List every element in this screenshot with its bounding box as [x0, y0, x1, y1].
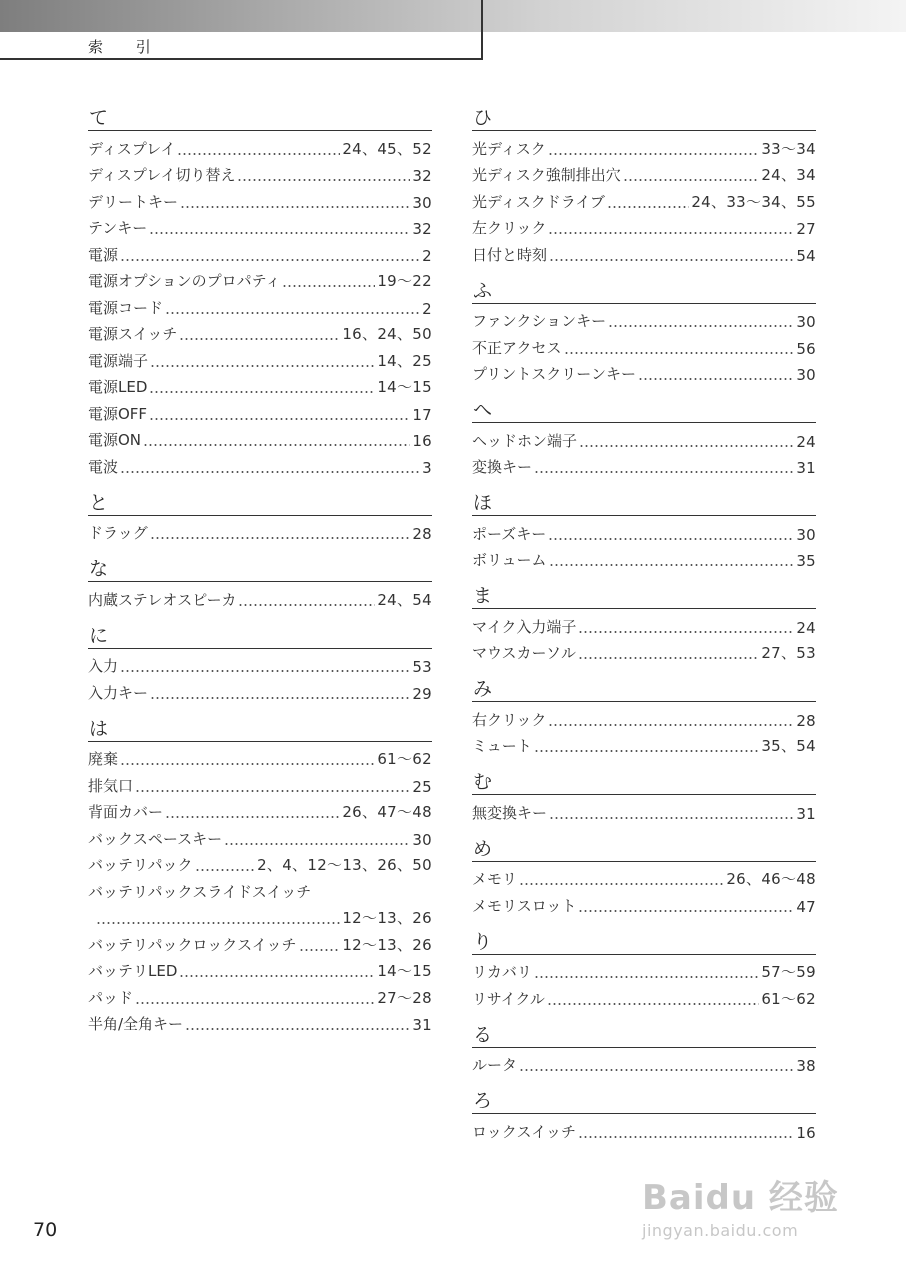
section-heading: り: [472, 930, 816, 955]
dot-leader: [578, 657, 759, 659]
entry-term: バッテリLED: [88, 962, 178, 980]
index-entry: [88, 849, 432, 876]
index-entry: [472, 358, 816, 385]
entry-term: プリントスクリーンキー: [472, 365, 636, 383]
dot-leader: [299, 949, 341, 951]
entry-term: 半角/全角キー: [88, 1015, 184, 1033]
entry-pages: 27: [796, 220, 816, 238]
entry-term: 電源OFF: [88, 404, 148, 423]
index-entry: [472, 610, 816, 637]
entry-term: 背面カバー: [88, 803, 164, 821]
entry-term: 左クリック: [472, 219, 547, 237]
dot-leader: [519, 1069, 794, 1071]
index-entry: [88, 676, 432, 703]
entry-pages: 2: [422, 299, 432, 318]
index-entry: [88, 875, 432, 902]
index-entry: [472, 730, 816, 757]
dot-leader: [177, 153, 340, 155]
dot-leader: [150, 537, 411, 539]
entry-term: マウスカーソル: [472, 644, 576, 662]
header-divider: [481, 0, 483, 32]
index-entry: [472, 1115, 816, 1142]
entry-pages: 25: [412, 777, 432, 796]
index-section: [472, 1023, 816, 1076]
entry-term: メモリスロット: [472, 896, 577, 915]
entry-pages: 38: [796, 1057, 816, 1075]
entry-pages: 33〜34: [761, 139, 816, 158]
entry-pages: 24: [796, 618, 816, 637]
index-entry: [472, 1049, 816, 1076]
section-heading: ほ: [472, 491, 816, 516]
entry-pages: 16: [796, 1123, 816, 1142]
entry-term: ポーズキー: [472, 524, 547, 543]
index-entry: [88, 212, 432, 239]
entry-term: 光ディスクドライブ: [472, 192, 605, 211]
entry-term: 廃棄: [88, 750, 119, 768]
index-section: [472, 584, 816, 663]
index-section: [472, 677, 816, 756]
index-entry: [472, 956, 816, 983]
entry-pages: 35、54: [761, 737, 816, 755]
entry-pages: 26、46〜48: [726, 870, 816, 888]
index-section: [472, 398, 816, 477]
entry-term: 電源オプションのプロパティ: [88, 272, 281, 290]
entry-term: 電源LED: [88, 378, 148, 396]
entry-term: ディスプレイ切り替え: [88, 166, 236, 184]
entry-term: デリートキー: [88, 192, 179, 211]
entry-term: 無変換キー: [472, 803, 548, 822]
entry-pages: 31: [796, 804, 816, 823]
dot-leader: [224, 843, 410, 845]
index-entry: [472, 212, 816, 239]
dot-leader: [237, 179, 410, 181]
section-heading: は: [88, 717, 432, 742]
dot-leader: [135, 1002, 375, 1004]
dot-leader: [120, 259, 420, 261]
index-section: [472, 837, 816, 916]
entry-term: 電源スイッチ: [88, 325, 178, 343]
entry-pages: 24、34: [761, 166, 816, 184]
entry-term: 内蔵ステレオスピーカ: [88, 590, 237, 609]
dot-leader: [548, 724, 794, 726]
entry-pages: 29: [412, 684, 432, 703]
index-section: [472, 106, 816, 265]
index-column-right: [472, 106, 816, 1156]
dot-leader: [179, 338, 340, 340]
index-entry: [472, 544, 816, 571]
entry-term: ディスプレイ: [88, 139, 176, 158]
entry-term: 光ディスク: [472, 139, 546, 158]
entry-pages: 16: [412, 432, 432, 450]
index-entry: [472, 796, 816, 823]
index-entry: [472, 238, 816, 265]
index-entry: [88, 955, 432, 982]
section-heading: て: [88, 106, 432, 131]
index-section: [88, 491, 432, 544]
entry-term: ドラッグ: [88, 524, 148, 542]
index-section: [88, 624, 432, 703]
entry-pages: 30: [412, 830, 432, 849]
dot-leader: [607, 206, 689, 208]
index-section: [472, 930, 816, 1009]
entry-pages: 35: [796, 552, 816, 570]
index-entry: [472, 132, 816, 159]
index-section: [472, 1089, 816, 1142]
entry-pages: 2、4、12〜13、26、50: [257, 856, 432, 874]
entry-pages: 28: [796, 711, 816, 730]
dot-leader: [165, 816, 340, 818]
dot-leader: [548, 538, 794, 540]
entry-term: リカバリ: [472, 963, 532, 981]
index-entry: [88, 650, 432, 677]
entry-pages: 31: [412, 1016, 432, 1034]
index-entry: [88, 397, 432, 424]
dot-leader: [549, 817, 794, 819]
index-entry: [88, 238, 432, 265]
dot-leader: [135, 790, 410, 792]
entry-pages: 27、53: [761, 644, 816, 662]
dot-leader: [120, 471, 420, 473]
entry-term: バッテリパックスライドスイッチ: [88, 882, 312, 901]
dot-leader: [534, 471, 794, 473]
index-entry: [88, 981, 432, 1008]
dot-leader: [564, 352, 795, 354]
index-column-left: [88, 106, 432, 1048]
index-section: [88, 106, 432, 477]
dot-leader: [547, 1003, 759, 1005]
dot-leader: [238, 604, 375, 606]
dot-leader: [180, 206, 410, 208]
page-number: 70: [33, 1219, 58, 1241]
dot-leader: [179, 975, 375, 977]
dot-leader: [282, 285, 375, 287]
dot-leader: [149, 418, 410, 420]
entry-term: バッテリパックロックスイッチ: [88, 935, 297, 954]
index-entry: [88, 822, 432, 849]
entry-pages: 61〜62: [377, 750, 432, 768]
index-entry: [88, 583, 432, 610]
watermark-url: jingyan.baidu.com: [642, 1221, 799, 1240]
dot-leader: [548, 232, 794, 234]
dot-leader: [549, 564, 795, 566]
dot-leader: [195, 869, 256, 871]
section-heading: る: [472, 1023, 816, 1048]
index-entry: [472, 159, 816, 186]
entry-term: 入力キー: [88, 683, 149, 702]
entry-term: ボリューム: [472, 551, 547, 569]
dot-leader: [578, 631, 794, 633]
entry-pages: 14〜15: [377, 962, 432, 980]
section-heading: め: [472, 837, 816, 862]
entry-pages: 57〜59: [761, 963, 816, 981]
entry-pages: 30: [412, 193, 432, 212]
entry-term: 電源端子: [88, 351, 149, 370]
entry-term: バックスペースキー: [88, 829, 223, 848]
entry-pages: 54: [796, 246, 816, 265]
section-label: 索 引: [88, 38, 165, 56]
entry-pages: 2: [422, 246, 432, 265]
dot-leader: [150, 365, 375, 367]
dot-leader: [185, 1028, 410, 1030]
entry-term: 電源コード: [88, 298, 164, 317]
entry-pages: 30: [796, 313, 816, 331]
entry-term: 電源ON: [88, 431, 142, 449]
section-heading: ろ: [472, 1089, 816, 1114]
dot-leader: [548, 153, 760, 155]
index-entry: [88, 159, 432, 186]
dot-leader: [579, 445, 794, 447]
index-entry: [472, 982, 816, 1009]
entry-pages: 14、25: [377, 351, 432, 370]
entry-term: 光ディスク強制排出穴: [472, 166, 621, 184]
dot-leader: [143, 444, 410, 446]
index-entry: [88, 424, 432, 451]
entry-pages: 26、47〜48: [342, 803, 432, 821]
index-entry: [472, 424, 816, 451]
dot-leader: [534, 976, 759, 978]
index-entry: [88, 902, 432, 929]
index-entry: [88, 743, 432, 770]
entry-pages: 17: [412, 405, 432, 424]
section-heading: み: [472, 677, 816, 702]
entry-pages: 53: [412, 658, 432, 676]
entry-term: 電波: [88, 457, 119, 476]
entry-pages: 32: [412, 220, 432, 238]
entry-pages: 16、24、50: [342, 325, 432, 343]
index-entry: [88, 450, 432, 477]
entry-pages: 27〜28: [377, 988, 432, 1007]
entry-term: ミュート: [472, 737, 532, 755]
entry-pages: 30: [796, 525, 816, 544]
entry-term: 日付と時刻: [472, 245, 548, 264]
index-entry: [88, 291, 432, 318]
index-entry: [88, 132, 432, 159]
index-entry: [472, 451, 816, 478]
entry-pages: 47: [796, 897, 816, 916]
index-section: [88, 557, 432, 610]
header-gradient-bar: [0, 0, 906, 32]
index-entry: [88, 796, 432, 823]
section-heading: む: [472, 770, 816, 795]
entry-term: バッテリパック: [88, 856, 193, 874]
section-heading: ま: [472, 584, 816, 609]
entry-pages: 30: [796, 366, 816, 384]
entry-term: 入力: [88, 657, 119, 675]
entry-pages: 32: [412, 167, 432, 185]
index-entry: [472, 703, 816, 730]
index-entry: [88, 344, 432, 371]
section-heading: に: [88, 624, 432, 649]
watermark: [642, 1170, 882, 1240]
entry-term: ルータ: [472, 1056, 518, 1074]
entry-pages: 19〜22: [377, 272, 432, 290]
dot-leader: [519, 883, 724, 885]
entry-term: テンキー: [88, 219, 148, 237]
index-entry: [472, 517, 816, 544]
dot-leader: [578, 910, 794, 912]
entry-term: 不正アクセス: [472, 338, 562, 357]
entry-term: メモリ: [472, 870, 518, 888]
index-entry: [472, 185, 816, 212]
index-entry: [472, 889, 816, 916]
entry-term: リサイクル: [472, 989, 545, 1008]
dot-leader: [120, 763, 375, 765]
index-entry: [88, 1008, 432, 1035]
index-section: [472, 491, 816, 570]
entry-pages: 24、45、52: [342, 139, 432, 158]
entry-term: 電源: [88, 245, 119, 264]
entry-term: ファンクションキー: [472, 312, 607, 330]
index-entry: [88, 928, 432, 955]
entry-pages: 56: [796, 339, 816, 358]
section-heading: な: [88, 557, 432, 582]
index-entry: [472, 637, 816, 664]
dot-leader: [578, 1136, 794, 1138]
index-entry: [88, 318, 432, 345]
entry-term: パッド: [88, 988, 134, 1007]
entry-pages: 14〜15: [377, 378, 432, 396]
entry-term: 変換キー: [472, 458, 533, 476]
entry-pages: 12〜13、26: [342, 935, 432, 954]
entry-pages: 24: [796, 432, 816, 451]
entry-term: ヘッドホン端子: [472, 431, 578, 450]
section-heading: ひ: [472, 106, 816, 131]
index-section: [472, 770, 816, 823]
entry-pages: 61〜62: [761, 989, 816, 1008]
entry-pages: 28: [412, 525, 432, 543]
dot-leader: [150, 697, 410, 699]
index-entry: [88, 517, 432, 544]
index-entry: [88, 371, 432, 398]
index-entry: [88, 769, 432, 796]
index-entry: [472, 305, 816, 332]
dot-leader: [165, 312, 420, 314]
dot-leader: [534, 750, 760, 752]
entry-pages: 12〜13、26: [342, 909, 432, 927]
section-heading: と: [88, 491, 432, 516]
index-entry: [88, 185, 432, 212]
entry-term: ロックスイッチ: [472, 1122, 576, 1141]
entry-term: 排気口: [88, 776, 134, 795]
index-section: [88, 717, 432, 1035]
dot-leader: [638, 378, 794, 380]
dot-leader: [96, 922, 340, 924]
dot-leader: [623, 179, 760, 181]
entry-term: 右クリック: [472, 710, 547, 729]
entry-term: マイク入力端子: [472, 617, 577, 636]
entry-pages: 3: [422, 458, 432, 477]
header-tab: [0, 32, 483, 60]
dot-leader: [120, 670, 410, 672]
dot-leader: [549, 259, 794, 261]
section-heading: へ: [472, 398, 816, 423]
watermark-logo: Baidu 经验: [642, 1178, 839, 1218]
index-section: [472, 279, 816, 385]
index-entry: [472, 863, 816, 890]
index-entry: [472, 331, 816, 358]
index-entry: [88, 265, 432, 292]
dot-leader: [149, 232, 410, 234]
entry-pages: 31: [796, 459, 816, 477]
section-heading: ふ: [472, 279, 816, 304]
dot-leader: [149, 391, 375, 393]
dot-leader: [608, 325, 794, 327]
entry-pages: 24、54: [377, 590, 432, 609]
entry-pages: 24、33〜34、55: [691, 192, 816, 211]
